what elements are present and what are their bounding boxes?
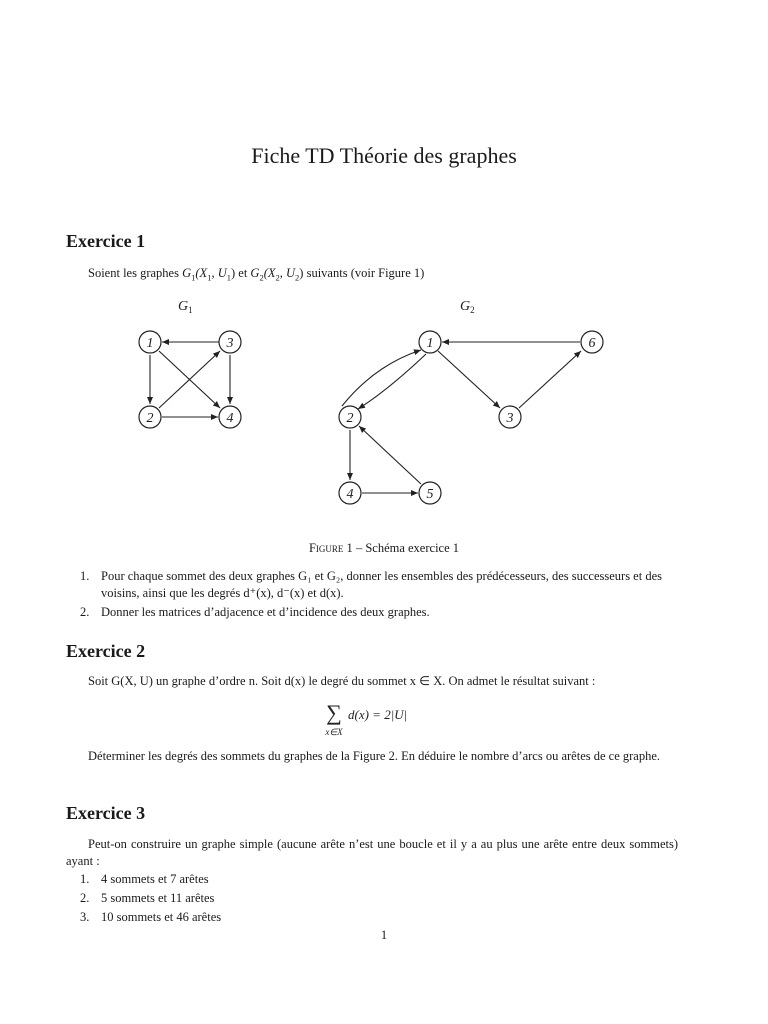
exercise-1-heading: Exercice 1	[66, 231, 146, 251]
intro-text-a: Soient les graphes	[88, 266, 183, 280]
g2-symbol: G	[250, 266, 260, 280]
g1-node-4	[219, 406, 241, 428]
g2-edge-3-6	[519, 351, 581, 408]
g2-sep: , U	[279, 266, 296, 280]
degree-sum-equation	[0, 698, 768, 738]
svg-text:1: 1	[146, 336, 154, 351]
sum-symbol: ∑	[326, 700, 342, 725]
g1-x-subscript: 1	[207, 272, 212, 283]
g2-node-2	[339, 406, 361, 428]
svg-text:1: 1	[426, 336, 434, 351]
g1-graph-label: $G_1$	[178, 299, 193, 315]
exercise-2-para-1: Soit G(X, U) un graphe d’ordre n. Soit d(x) le degré du sommet x ∈ X. On admet le résultat suivant :	[88, 674, 596, 688]
g1-node-2	[139, 406, 161, 428]
exercise-1-intro	[66, 265, 678, 282]
g2-x-subscript: 2	[275, 272, 280, 283]
g2-u-subscript: 2	[295, 272, 300, 283]
g2-edge-5-2	[359, 426, 421, 484]
figure-1-graphs	[0, 290, 768, 520]
list-text: Donner les matrices d’adjacence et d’incidence des deux graphes.	[101, 605, 430, 619]
g1-u-subscript: 1	[226, 272, 231, 283]
exercise-2-heading: Exercice 2	[66, 641, 146, 661]
g1-args: (X	[195, 266, 208, 280]
g2-node-6	[581, 331, 603, 353]
svg-text:3: 3	[506, 411, 514, 426]
list-item	[66, 909, 678, 926]
list-number: 1.	[80, 872, 90, 886]
g1-close: )	[230, 266, 236, 280]
g2-node-3	[499, 406, 521, 428]
list-text: 5 sommets et 11 arêtes	[101, 891, 215, 905]
g2-args: (X	[263, 266, 276, 280]
g1-symbol: G	[182, 266, 192, 280]
exercise-1-questions	[66, 568, 678, 623]
caption-label: Figure 1	[308, 541, 353, 555]
exercise-2-para-2: Déterminer les degrés des sommets du graphes de la Figure 2. En déduire le nombre d’arcs ou arêtes de ce graphe.	[88, 749, 661, 763]
g2-close: )	[299, 266, 304, 280]
intro-text-b: et	[235, 266, 251, 280]
list-item	[66, 568, 678, 602]
svg-text:4: 4	[346, 487, 354, 502]
list-number: 3.	[80, 910, 90, 924]
list-number: 2.	[80, 605, 90, 619]
svg-text:2: 2	[346, 411, 354, 426]
g2-node-1	[419, 331, 441, 353]
page-title: Fiche TD Théorie des graphes	[251, 143, 517, 168]
g2-node-4	[339, 482, 361, 504]
svg-text:4: 4	[226, 411, 234, 426]
g2-node-5	[419, 482, 441, 504]
g2-edge-2-1	[342, 350, 421, 406]
g2-graph-label: $G_2$	[460, 299, 475, 315]
list-item	[66, 604, 678, 621]
page-number: 1	[380, 928, 388, 942]
list-text: Pour chaque sommet des deux graphes G₁ et G₂, donner les ensembles des prédécesseurs, des successeurs et des voisins, ainsi que les degrés d⁺(x), d⁻(x) et d(x).	[101, 569, 662, 600]
exercise-3-list	[66, 871, 678, 928]
list-text: 4 sommets et 7 arêtes	[101, 872, 209, 886]
g2-subscript: 2	[259, 272, 264, 283]
intro-text-c: suivants (voir Figure 1)	[303, 266, 425, 280]
svg-text:3: 3	[226, 336, 234, 351]
g1-sep: , U	[211, 266, 227, 280]
list-number: 1.	[80, 569, 90, 583]
g1-subscript: 1	[191, 272, 196, 283]
list-text: 10 sommets et 46 arêtes	[101, 910, 222, 924]
sum-subscript: x∈X	[325, 727, 343, 737]
list-number: 2.	[80, 891, 90, 905]
sum-body: d(x) = 2|U|	[348, 707, 408, 722]
caption-text: – Schéma exercice 1	[352, 541, 460, 555]
exercise-3-para: Peut-on construire un graphe simple (aucune arête n’est une boucle et il y a au plus une arête entre deux sommets) ayant :	[66, 837, 678, 868]
figure-1-caption	[0, 541, 768, 556]
svg-text:6: 6	[588, 336, 596, 351]
g2-edge-1-3	[438, 351, 500, 408]
g1-node-1	[139, 331, 161, 353]
list-item	[66, 871, 678, 888]
svg-text:5: 5	[426, 487, 434, 502]
exercise-3-heading: Exercice 3	[66, 803, 146, 823]
list-item	[66, 890, 678, 907]
svg-text:2: 2	[146, 411, 154, 426]
g1-node-3	[219, 331, 241, 353]
